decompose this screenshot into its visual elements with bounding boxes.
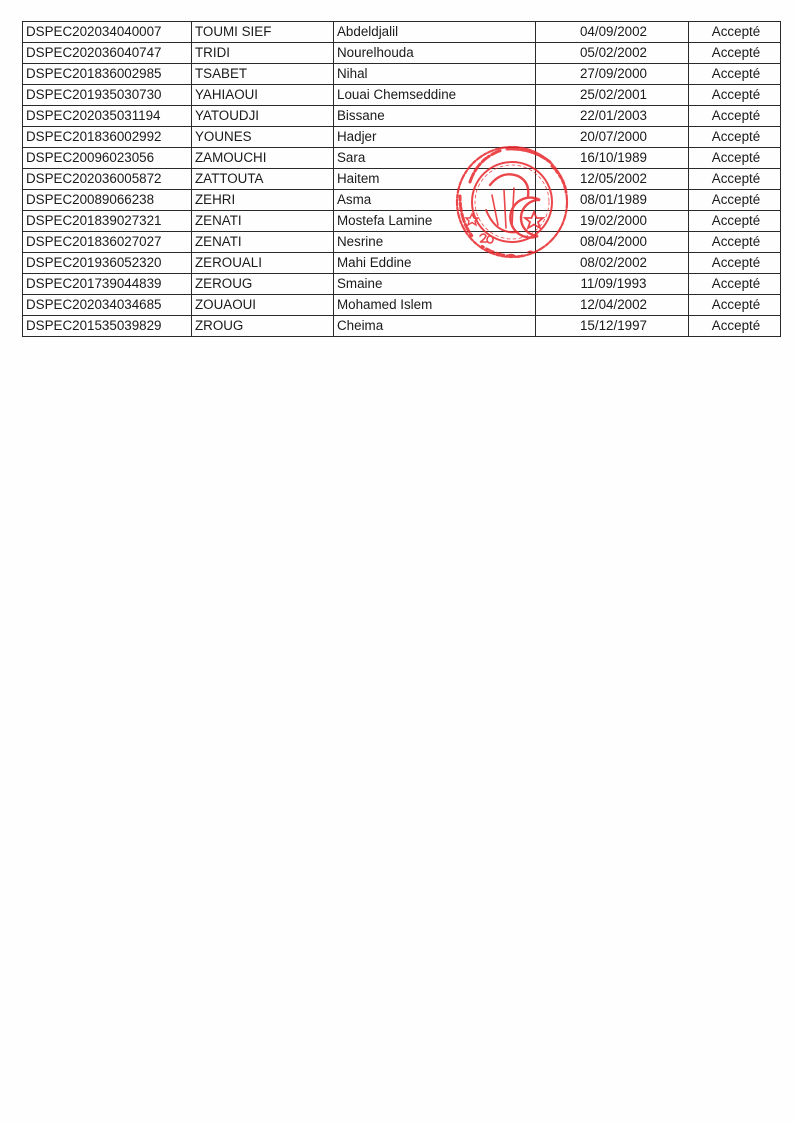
table-row [23,295,781,316]
cell-birth-date: 27/09/2000 [536,64,689,85]
cell-last-name: ZATTOUTA [192,169,334,190]
table-row [23,274,781,295]
cell-last-name: ZROUG [192,316,334,337]
cell-first-name: Bissane [334,106,536,127]
table-row [23,232,781,253]
cell-first-name: Nourelhouda [334,43,536,64]
cell-first-name: Haitem [334,169,536,190]
cell-birth-date: 08/02/2002 [536,253,689,274]
cell-first-name: Mostefa Lamine [334,211,536,232]
cell-status: Accepté [689,148,781,169]
cell-status: Accepté [689,190,781,211]
cell-birth-date: 12/04/2002 [536,295,689,316]
cell-status: Accepté [689,295,781,316]
table-row [23,43,781,64]
table-row [23,190,781,211]
table-row [23,22,781,43]
cell-id: DSPEC201836002985 [23,64,192,85]
cell-last-name: YATOUDJI [192,106,334,127]
cell-birth-date: 20/07/2000 [536,127,689,148]
cell-last-name: YAHIAOUI [192,85,334,106]
cell-status: Accepté [689,232,781,253]
cell-last-name: ZAMOUCHI [192,148,334,169]
cell-first-name: Hadjer [334,127,536,148]
cell-first-name: Sara [334,148,536,169]
cell-status: Accepté [689,22,781,43]
table-row [23,169,781,190]
cell-birth-date: 11/09/1993 [536,274,689,295]
cell-status: Accepté [689,316,781,337]
cell-last-name: TOUMI SIEF [192,22,334,43]
cell-birth-date: 08/01/1989 [536,190,689,211]
cell-birth-date: 25/02/2001 [536,85,689,106]
cell-first-name: Louai Chemseddine [334,85,536,106]
table-row [23,148,781,169]
cell-first-name: Mahi Eddine [334,253,536,274]
cell-first-name: Smaine [334,274,536,295]
cell-last-name: ZOUAOUI [192,295,334,316]
cell-id: DSPEC201836027027 [23,232,192,253]
cell-status: Accepté [689,169,781,190]
cell-first-name: Cheima [334,316,536,337]
results-table-body [23,22,781,337]
cell-status: Accepté [689,106,781,127]
table-row [23,64,781,85]
cell-id: DSPEC201839027321 [23,211,192,232]
cell-last-name: ZEHRI [192,190,334,211]
cell-id: DSPEC202036005872 [23,169,192,190]
cell-id: DSPEC202034040007 [23,22,192,43]
cell-last-name: ZEROUALI [192,253,334,274]
cell-status: Accepté [689,253,781,274]
cell-birth-date: 19/02/2000 [536,211,689,232]
cell-birth-date: 08/04/2000 [536,232,689,253]
cell-last-name: ZEROUG [192,274,334,295]
cell-last-name: TSABET [192,64,334,85]
cell-last-name: ZENATI [192,211,334,232]
table-row [23,211,781,232]
cell-first-name: Asma [334,190,536,211]
cell-first-name: Abdeldjalil [334,22,536,43]
table-row [23,316,781,337]
cell-id: DSPEC202034034685 [23,295,192,316]
cell-id: DSPEC20089066238 [23,190,192,211]
cell-birth-date: 22/01/2003 [536,106,689,127]
table-row [23,253,781,274]
cell-status: Accepté [689,85,781,106]
cell-birth-date: 12/05/2002 [536,169,689,190]
cell-status: Accepté [689,43,781,64]
cell-birth-date: 15/12/1997 [536,316,689,337]
cell-last-name: YOUNES [192,127,334,148]
cell-id: DSPEC202036040747 [23,43,192,64]
cell-status: Accepté [689,211,781,232]
cell-id: DSPEC20096023056 [23,148,192,169]
cell-id: DSPEC201935030730 [23,85,192,106]
cell-last-name: TRIDI [192,43,334,64]
cell-id: DSPEC201936052320 [23,253,192,274]
cell-id: DSPEC201836002992 [23,127,192,148]
results-table [22,21,781,337]
cell-id: DSPEC202035031194 [23,106,192,127]
cell-status: Accepté [689,127,781,148]
cell-id: DSPEC201739044839 [23,274,192,295]
cell-status: Accepté [689,274,781,295]
table-row [23,85,781,106]
cell-birth-date: 04/09/2002 [536,22,689,43]
cell-birth-date: 16/10/1989 [536,148,689,169]
cell-first-name: Nesrine [334,232,536,253]
cell-id: DSPEC201535039829 [23,316,192,337]
cell-last-name: ZENATI [192,232,334,253]
table-row [23,106,781,127]
cell-birth-date: 05/02/2002 [536,43,689,64]
cell-first-name: Nihal [334,64,536,85]
cell-status: Accepté [689,64,781,85]
cell-first-name: Mohamed Islem [334,295,536,316]
table-row [23,127,781,148]
